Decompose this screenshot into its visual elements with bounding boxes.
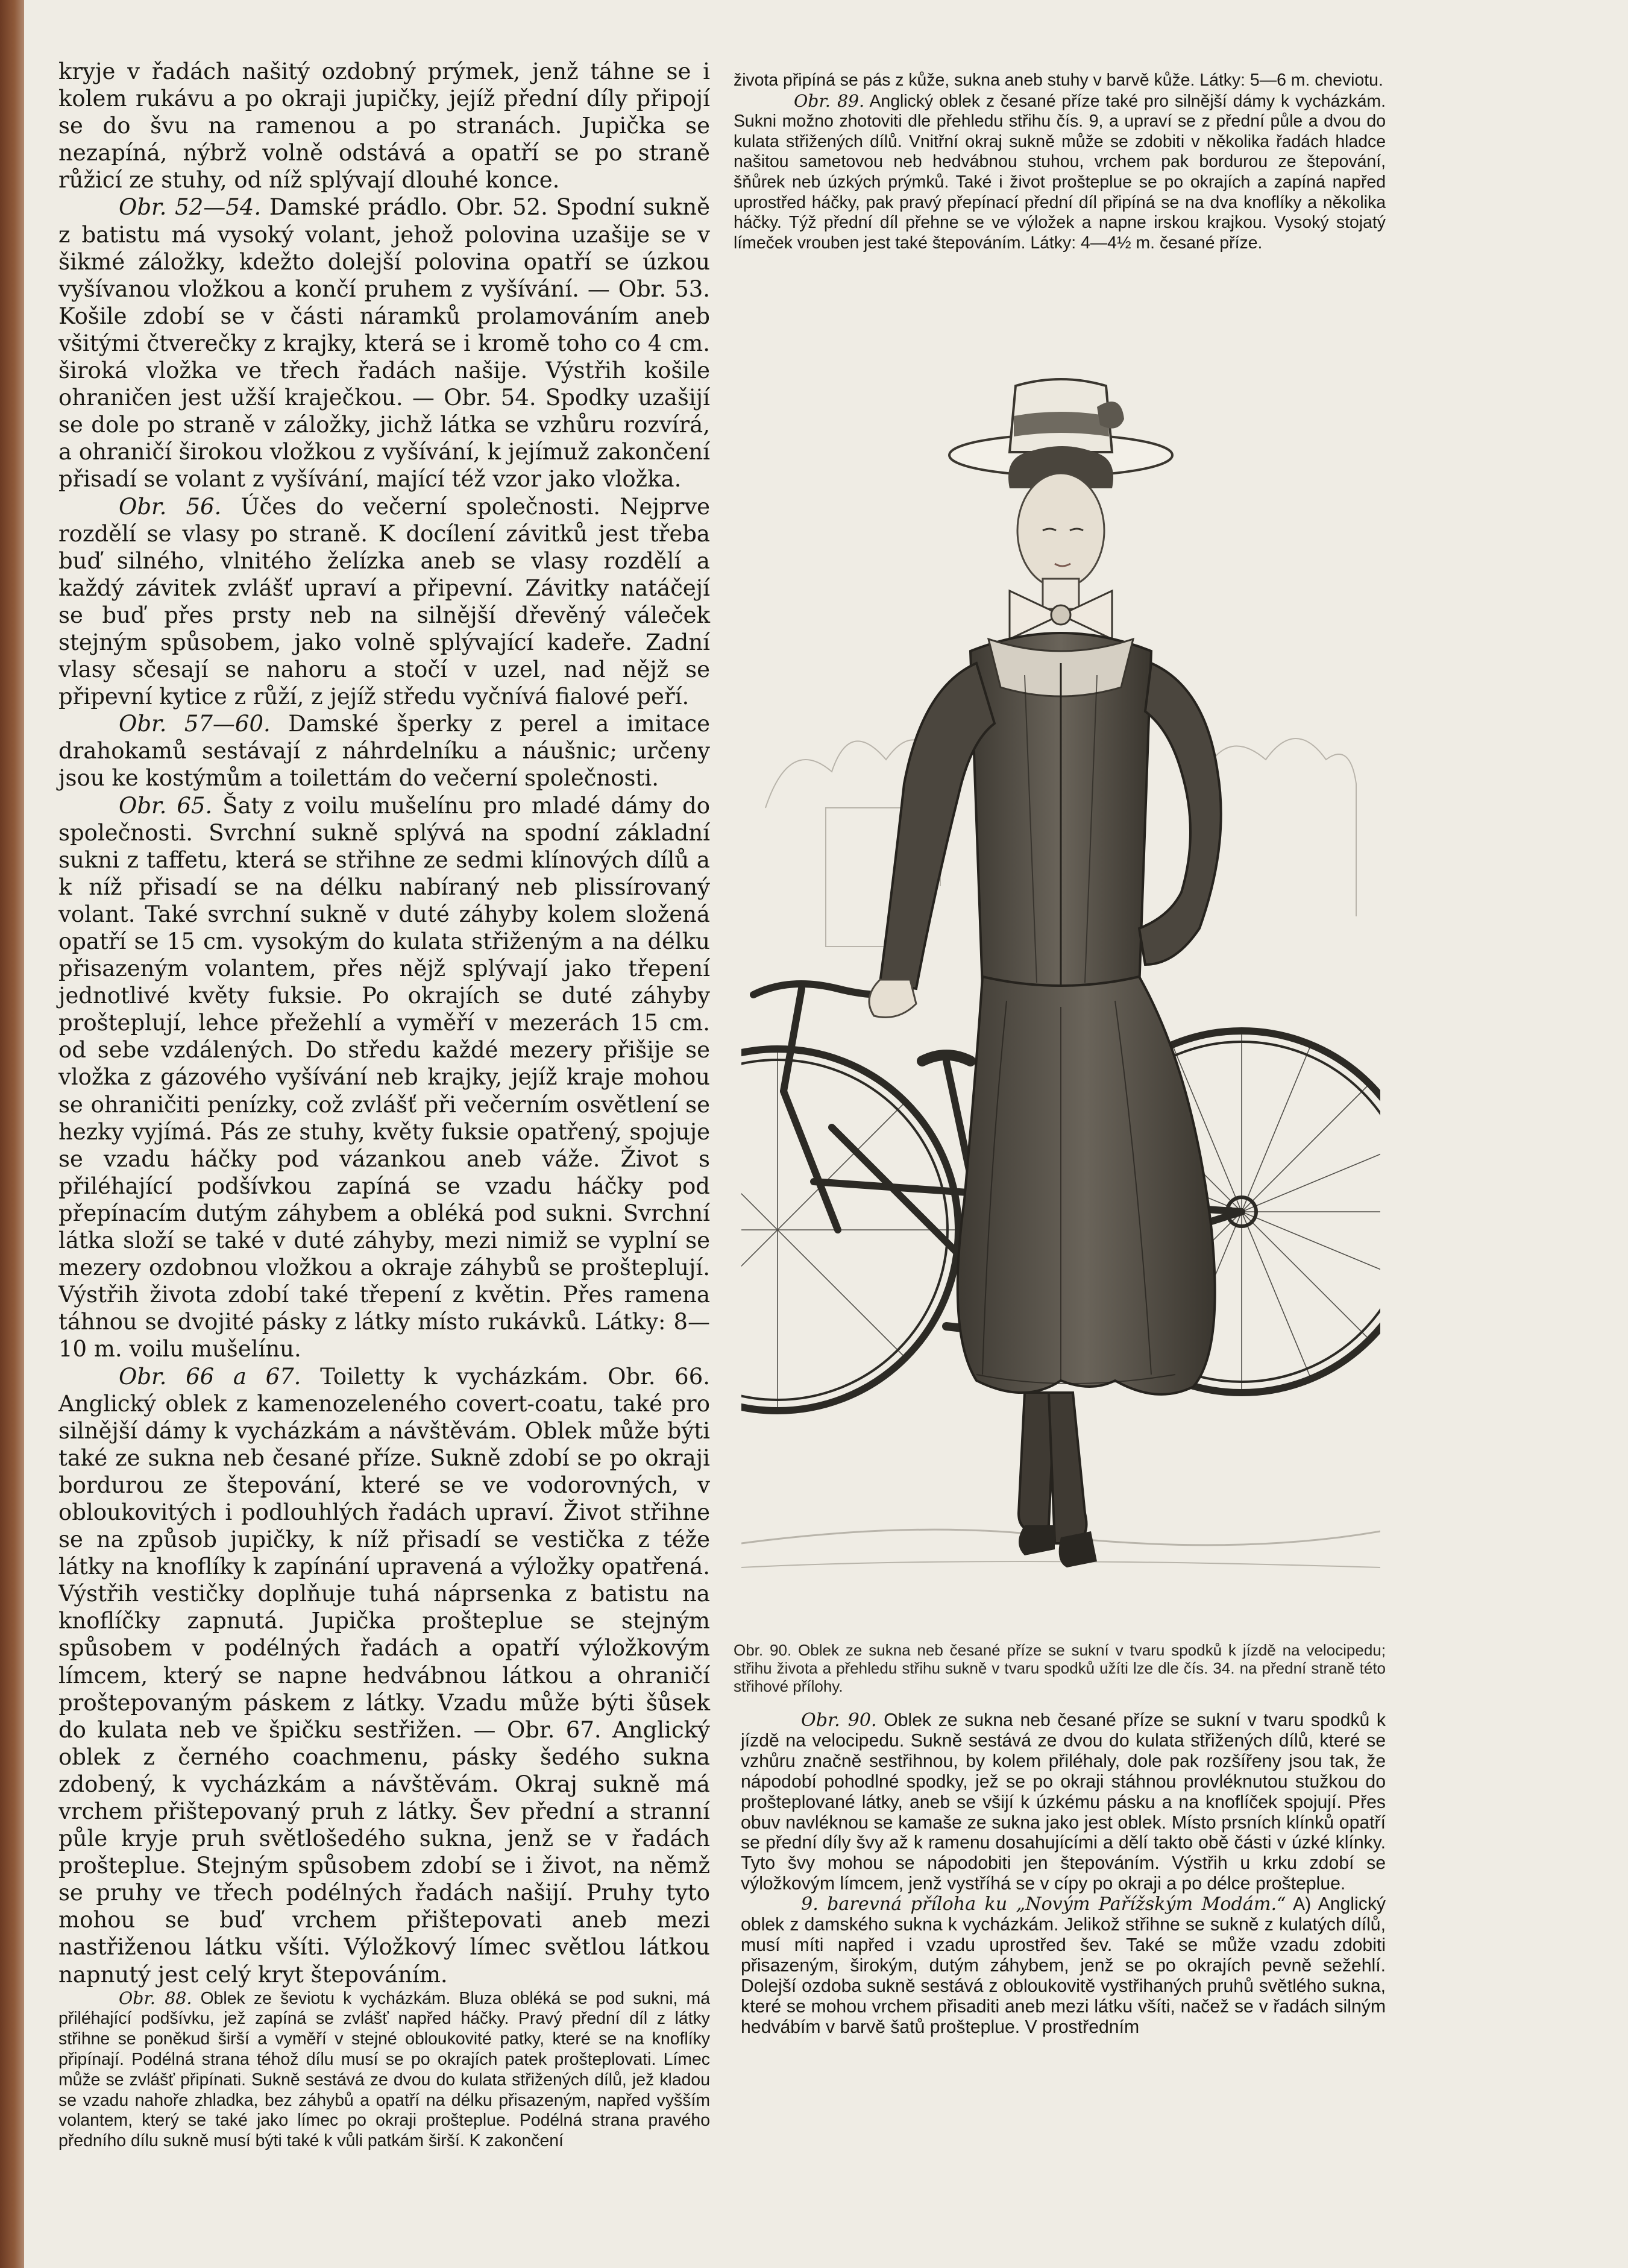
paragraph: Obr. 52—54. Damské prádlo. Obr. 52. Spodní sukně z batistu má vysoký volant, jehož polovina uzašije se v šikmé záložky, kdežto dolejší polovina opatří se úzkou vyšívanou vložkou a končí pruhem z vyšívání. — Obr. 53. Košile zdobí se v části náramků prolamováním aneb všitými čtverečky z krajky, která se i kromě toho co 4 cm. široká vložka ve třech řadách našije. Výstřih košile ohraničen jest užší kraječkou. — Obr. 54. Spodky uzašijí se dole po straně v záložky, jichž látka se vzhůru rozvírá, a ohraničí širokou vložkou z vyšívání, k jejímuž zakončení přisadí se volant z vyšívání, mající též vzor jako vložka. (58, 194, 710, 493)
left-column (58, 58, 710, 2152)
paragraph: Obr. 90. Oblek ze sukna neb česané příze se sukní v tvaru spodků k jízdě na velocipedu. Sukně sestává ze dvou do kulata střižených dílů, které se vzhůru značně sestřihnou, by kolem přiléhaly, dole pak rozšířeny jsou tak, že nápodobí pohodlné spodky, jež se po okraji stáhnou provléknutou stužkou do prošteplované látky, aneb se všijí k úzkému pásku a na knoflíček spojují. Přes obuv navléknou se kamaše ze sukna jako jest oblek. Místo prsních klínků opatří se přední díly švy až k ramenu dosahujícími a dělí takto obě části v úzké klínky. Tyto švy mohou se nápodobiti jen štepováním. Výstřih u krku zdobí se výložkovým límcem, jenž vystříhá se v cípy po okraji a po délce prošteplue. (741, 1710, 1386, 1894)
paragraph: života připíná se pás z kůže, sukna aneb stuhy v barvě kůže. Látky: 5—6 m. cheviotu. (734, 71, 1383, 90)
paragraph: Obr. 56. Účes do večerní společnosti. Nejprve rozdělí se vlasy po straně. K docílení závitků jest třeba buď silného, vlnitého želízka aneb se vlasy rozdělí a každý závitek zvlášť upraví a připevní. Závitky natáčejí se buď přes prsty neb na silnější dřevěný váleček stejným spůsobem, jako volně splývající kadeře. Zadní vlasy sčesají se nahoru a stočí v uzel, nad nějž se připevní kytice z růží, z jejíž středu vyčnívá fialové peří. (58, 493, 710, 710)
paragraph: Obr. 88. Oblek ze ševiotu k vycházkám. Bluza obléká se pod sukni, má přiléhající podšívku, jež zapíná se zvlášť napřed háčky. Pravý přední díl z látky střihne se poněkud širší a vyměří v stejné obloukovité patky, které se na knoflíky připínají. Podélná strana téhož dílu musí se po okrajích patek prošteplovati. Límec může se zvlášť připínati. Sukně sestává ze dvou do kulata střižených dílů, jež kladou se vzadu nahoře zhladka, bez záhybů a opatří na délku přisazeným, napřed vyšším volantem, který se také jako límec po okraji prošteplue. Podélná strana pravého předního dílu sukně musí býti také k vůli patkám širší. K zakončení (58, 1988, 711, 2151)
paragraph: Obr. 89. Anglický oblek z česané příze také pro silnější dámy k vycházkám. Sukni možno zhotoviti dle přehledu střihu čís. 9, a upraví se z přední půle a dvou do kulata střižených dílů. Vnitřní okraj sukně může se zdobiti v několika řadách hladce našitou sametovou neb hedvábnou stuhou, vrchem pak bordurou ze štepování, šňůrek neb úzkých prýmků. Také i život prošteplue se po okrajích a zapíná napřed uprostřed háčky, pak pravý přepínací přední díl připíná se na dva knoflíky a několika háčky. Týž přední díl přehne se ve výložek a napne irskou krajkou. Vysoký stojatý límeček vrouben jest také štepováním. Látky: 4—4½ m. česané příze. (734, 90, 1386, 253)
bicycle-front-wheel (741, 1049, 958, 1411)
paragraph: 9. barevná příloha ku „Novým Pařížským Modám.“ A) Anglický oblek z damského sukna k vycházkám. Jelikož střihne se sukně z kulatých dílů, musí míti napřed i vzadu uprostřed šev. Také se může vzadu zdobiti přisazeným, širokým, dutým záhybem, jenž se po okrajích pevně sežehlí. Dolejší ozdoba sukně sestává z obloukovitě vystřihaných pruhů světlého sukna, které se mohou vrchem přisaditi aneb mezi látku všíti, načež se v řadách silným hedvábím v barvě šatů prošteplue. V prostředním (741, 1894, 1386, 2037)
cyclist-illustration (741, 350, 1380, 1634)
paragraph: Obr. 65. Šaty z voilu mušelínu pro mladé dámy do společnosti. Svrchní sukně splývá na spodní základní sukni z taffetu, která se střihne ze sedmi klínových dílů a k níž přisadí se na délku nabíraný neb plissírovaný volant. Také svrchní sukně v duté záhyby kolem složená opatří se 15 cm. vysokým do kulata střiženým a na délku přisazeným volantem, přes nějž splývají jako třepení jednotlivé květy fuksie. Po okrajích se duté záhyby prošteplují, lehce přežehlí a vyměří v mezerách 15 cm. od sebe vzdálených. Do středu každé mezery přišije se vložka z gázového vyšívání neb krajky, jejíž kraje mohou se ohraničiti penízky, což zvlášť při večerním osvětlení se hezky vyjímá. Pás ze stuhy, květy fuksie opatřený, spojuje se vzadu háčky pod vázankou aneb váže. Život s přiléhající podšívkou zapíná se vzadu háčky pod přepínacím dutým záhybem a obléká pod sukni. Svrchní látka složí se také v duté záhyby, mezi nimiž se vyplní se mezery ozdobnou vložkou a okraje záhybů se prošteplují. Výstřih života zdobí také třepení z květin. Přes ramena táhnou se dvojité pásky z látky místo rukávků. Látky: 8—10 m. voilu mušelínu. (58, 792, 711, 1362)
book-spine (0, 0, 24, 2268)
right-column-bottom (741, 1710, 1386, 2038)
paragraph: kryje v řadách našitý ozdobný prýmek, jenž táhne se i kolem rukávu a po okraji jupičky, jejíž přední díly připojí se do švu na ramenou a po stranách. Jupička se nezapíná, nýbrž volně odstává a opatří se po straně růžicí ze stuhy, od níž splývají dlouhé konce. (58, 58, 710, 194)
paragraph: Obr. 66 a 67. Toiletty k vycházkám. Obr. 66. Anglický oblek z kamenozeleného covert-coatu, také pro silnější dámy k vycházkám a návštěvám. Oblek může býti také ze sukna neb česané příze. Sukně zdobí se po okraji bordurou ze štepování, které se ve vodorovných, v obloukovitých i podlouhlých řadách upraví. Život střihne se na způsob jupičky, k níž přisadí se vestička z téže látky na knoflíky k zapínání upravená a výložky opatřená. Výstřih vestičky doplňuje tuhá náprsenka z batistu na knoflíčky zapnutá. Jupička prošteplue se stejným spůsobem v podélných řadách a opatří výložkovým límcem, který se napne hedvábnou látkou a ohraničí proštepovaným páskem z látky. Vzadu může býti šůsek do kulata neb ve špičku sestřižen. — Obr. 67. Anglický oblek z černého coachmenu, pásky šedého sukna zdobený, k vycházkám a návštěvám. Okraj sukně má vrchem přištepovaný pruh z látky. Šev přední a stranní půle kryje pruh světlošedého sukna, jenž se v řadách prošteplue. Stejným spůsobem zdobí se i život, na němž se pruhy ve třech podélných řadách našijí. Pruhy tyto mohou se buď vrchem přištepovati aneb mezi nastřiženou látku všíti. Výložkový límec světlou látkou napnutý jest celý kryt štepováním. (58, 1363, 711, 1988)
woman-figure (869, 379, 1221, 1567)
paragraph: Obr. 57—60. Damské šperky z perel a imitace drahokamů sestávají z náhrdelníku a náušnic; určeny jsou ke kostýmům a toilettám do večerní společnosti. (58, 711, 710, 792)
right-column-top (734, 70, 1386, 253)
figure-caption: Obr. 90. Oblek ze sukna neb česané příze se sukní v tvaru spodků k jízdě na velocipedu; střihu života a přehledu střihu sukně v tvaru spodků užíti lze dle čís. 34. na přední straně této střihové přílohy. (734, 1641, 1386, 1695)
